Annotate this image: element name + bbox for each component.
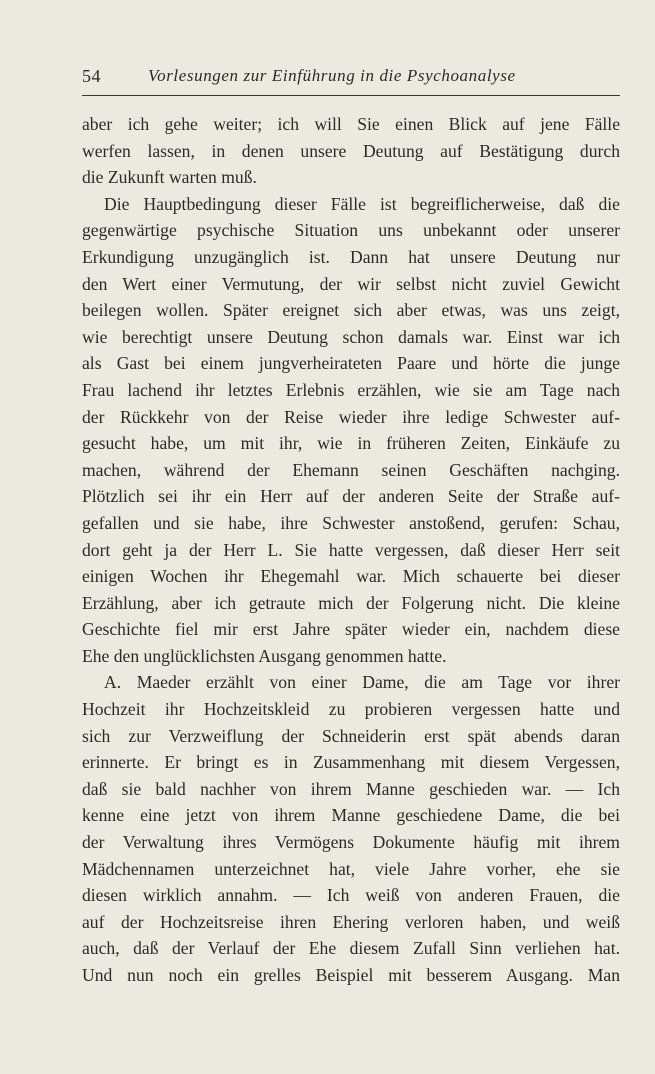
text-line: kenne eine jetzt von ihrem Manne geschiedene Dame, die bei (82, 805, 620, 826)
text-line: Hochzeit ihr Hochzeitskleid zu probieren vergessen hatte und (82, 699, 620, 720)
text-line: gefallen und sie habe, ihre Schwester anstoßend, gerufen: Schau, (82, 512, 620, 533)
text-line: den Wert einer Vermutung, der wir selbst nicht zuviel Gewicht (82, 273, 620, 294)
text-line: gegenwärtige psychische Situation uns unbekannt oder unserer (82, 220, 620, 241)
page-header (82, 66, 620, 92)
text-line: wie berechtigt unsere Deutung schon damals war. Einst war ich (82, 326, 620, 347)
text-line: Geschichte fiel mir erst Jahre später wieder ein, nachdem diese (82, 619, 620, 640)
text-line: Frau lachend ihr letztes Erlebnis erzählen, wie sie am Tage nach (82, 379, 620, 400)
running-title: Vorlesungen zur Einführung in die Psychoanalyse (148, 66, 516, 85)
text-line: sich zur Verzweiflung der Schneiderin erst spät abends daran (82, 725, 620, 746)
text-line: aber ich gehe weiter; ich will Sie einen Blick auf jene Fälle (82, 114, 620, 134)
text-line: erinnerte. Er bringt es in Zusammenhang mit diesem Vergessen, (82, 752, 620, 773)
text-line: beilegen wollen. Später ereignet sich aber etwas, was uns zeigt, (82, 300, 620, 321)
page-number: 54 (82, 66, 101, 86)
text-line: machen, während der Ehemann seinen Geschäften nachging. (82, 459, 620, 480)
text-line: Plötzlich sei ihr ein Herr auf der anderen Seite der Straße auf- (82, 486, 620, 507)
text-line: daß sie bald nachher von ihrem Manne geschieden war. — Ich (82, 778, 620, 799)
text-line: die Zukunft warten muß. (82, 167, 257, 188)
text-line: Erkundigung unzugänglich ist. Dann hat unsere Deutung nur (82, 246, 620, 267)
text-line: auf der Hochzeitsreise ihren Ehering verloren haben, und weiß (82, 911, 620, 932)
text-line: diesen wirklich annahm. — Ich weiß von anderen Frauen, die (82, 885, 620, 906)
text-line: einigen Wochen ihr Ehegemahl war. Mich schauerte bei dieser (82, 566, 620, 587)
text-line: Und nun noch ein grelles Beispiel mit besserem Ausgang. Man (82, 965, 620, 985)
text-line: der Verwaltung ihres Vermögens Dokumente häufig mit ihrem (82, 832, 620, 853)
text-line: gesucht habe, um mit ihr, wie in früheren Zeiten, Einkäufe zu (82, 433, 620, 454)
text-line: Ehe den unglücklichsten Ausgang genommen hatte. (82, 645, 447, 666)
text-line: der Rückkehr von der Reise wieder ihre ledige Schwester auf- (82, 406, 620, 427)
body-text (82, 111, 620, 989)
text-line: Mädchennamen unterzeichnet hat, viele Jahre vorher, ehe sie (82, 858, 620, 879)
text-line: Erzählung, aber ich getraute mich der Folgerung nicht. Die kleine (82, 592, 620, 613)
header-rule (82, 95, 620, 96)
text-line: werfen lassen, in denen unsere Deutung auf Bestätigung durch (82, 140, 620, 161)
text-line: dort geht ja der Herr L. Sie hatte vergessen, daß dieser Herr seit (82, 539, 620, 560)
text-line: auch, daß der Verlauf der Ehe diesem Zufall Sinn verliehen hat. (82, 938, 620, 959)
text-line: Die Hauptbedingung dieser Fälle ist begreiflicherweise, daß die (104, 193, 620, 214)
text-line: als Gast bei einem jungverheirateten Paare und hörte die junge (82, 353, 620, 374)
text-line: A. Maeder erzählt von einer Dame, die am Tage vor ihrer (104, 672, 620, 693)
